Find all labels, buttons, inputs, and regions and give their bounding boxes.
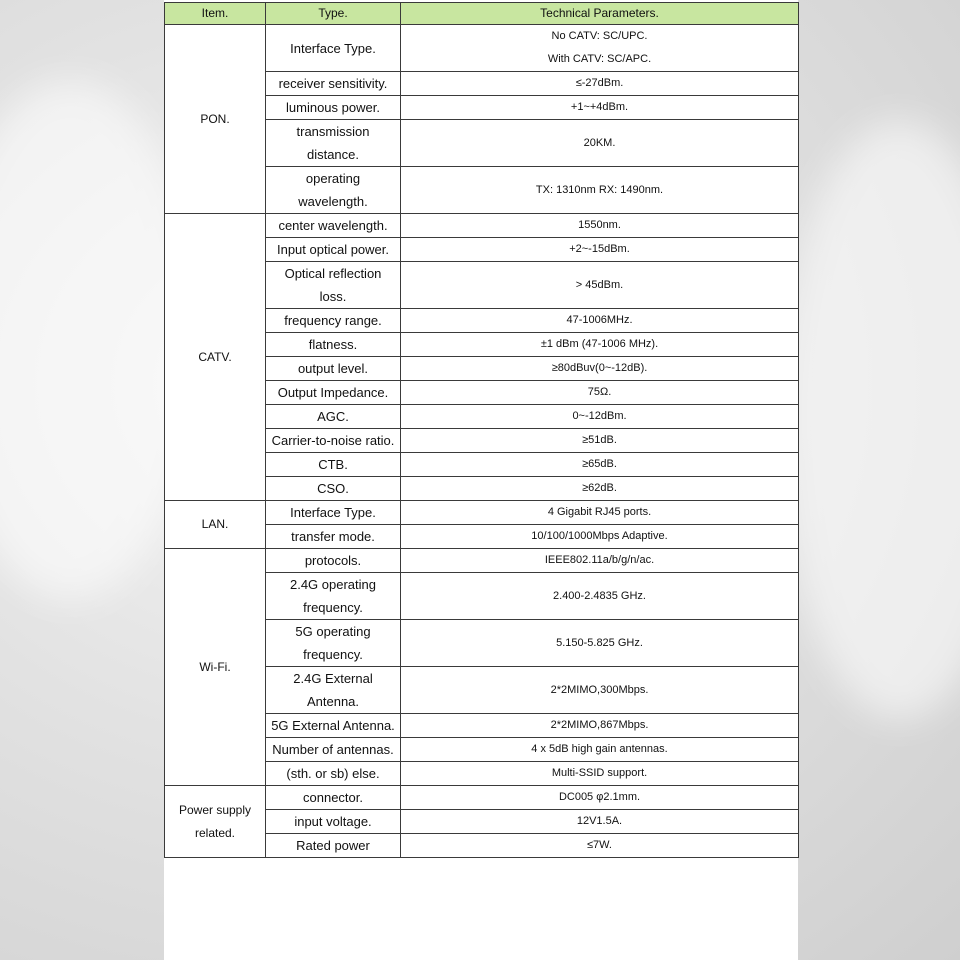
parameter-cell — [401, 429, 799, 453]
parameter-cell — [401, 834, 799, 858]
parameter-value: No CATV: SC/UPC. — [551, 30, 648, 42]
parameter-cell — [401, 501, 799, 525]
type-cell: flatness. — [266, 333, 401, 357]
group-item-cell: Wi-Fi. — [165, 549, 266, 786]
parameter-value: 2.400-2.4835 GHz. — [553, 589, 646, 602]
parameter-value: 1550nm. — [578, 219, 621, 231]
parameter-value: DC005 φ2.1mm. — [558, 791, 641, 803]
parameter-value: 75Ω. — [587, 386, 612, 398]
type-cell: luminous power. — [266, 96, 401, 120]
type-cell: protocols. — [266, 549, 401, 573]
parameter-cell — [401, 72, 799, 96]
parameter-value: ≤7W. — [587, 839, 612, 851]
parameter-value: > 45dBm. — [575, 278, 624, 291]
parameter-value: 5.150-5.825 GHz. — [556, 636, 643, 649]
parameter-value: 0~-12dBm. — [572, 410, 627, 422]
type-cell: (sth. or sb) else. — [266, 762, 401, 786]
parameter-cell — [401, 96, 799, 120]
spec-table — [164, 2, 799, 858]
parameter-cell — [401, 405, 799, 429]
type-cell: transfer mode. — [266, 525, 401, 549]
parameter-value: ±1 dBm (47-1006 MHz). — [540, 338, 659, 350]
parameter-cell — [401, 620, 799, 667]
type-cell: Output Impedance. — [266, 381, 401, 405]
parameter-value: 4 x 5dB high gain antennas. — [531, 743, 668, 755]
group-item-cell: PON. — [165, 25, 266, 214]
type-cell: receiver sensitivity. — [266, 72, 401, 96]
parameter-value: ≥65dB. — [582, 458, 617, 470]
parameter-cell — [401, 810, 799, 834]
parameter-cell — [401, 333, 799, 357]
type-cell: Interface Type. — [266, 501, 401, 525]
type-cell: input voltage. — [266, 810, 401, 834]
parameter-value: ≤-27dBm. — [575, 77, 624, 89]
parameter-cell — [401, 786, 799, 810]
type-cell: operating wavelength. — [266, 167, 401, 214]
parameter-value: 4 Gigabit RJ45 ports. — [547, 506, 652, 518]
table-row — [165, 501, 799, 525]
parameter-cell — [401, 238, 799, 262]
type-cell: 2.4G operating frequency. — [266, 573, 401, 620]
table-row — [165, 214, 799, 238]
type-cell: center wavelength. — [266, 214, 401, 238]
type-cell: Interface Type. — [266, 25, 401, 72]
parameter-cell — [401, 120, 799, 167]
parameter-value: IEEE802.11a/b/g/n/ac. — [544, 554, 655, 566]
header-params: Technical Parameters. — [401, 3, 799, 25]
type-cell: 2.4G External Antenna. — [266, 667, 401, 714]
spec-table-body — [165, 25, 799, 858]
parameter-value: ≥80dBuv(0~-12dB). — [551, 362, 648, 374]
parameter-cell — [401, 381, 799, 405]
parameter-cell — [401, 525, 799, 549]
parameter-cell — [401, 738, 799, 762]
parameter-cell — [401, 762, 799, 786]
table-row — [165, 549, 799, 573]
type-cell: Rated power — [266, 834, 401, 858]
type-cell: transmission distance. — [266, 120, 401, 167]
parameter-cell — [401, 357, 799, 381]
parameter-value: +1~+4dBm. — [570, 101, 629, 113]
parameter-cell — [401, 214, 799, 238]
parameter-value: 12V1.5A. — [576, 815, 623, 827]
parameter-cell — [401, 167, 799, 214]
table-header-row — [165, 3, 799, 25]
parameter-cell — [401, 549, 799, 573]
group-item-cell: Power supply related. — [165, 786, 266, 858]
type-cell: CTB. — [266, 453, 401, 477]
parameter-cell — [401, 309, 799, 333]
type-cell: 5G operating frequency. — [266, 620, 401, 667]
parameter-value: 47-1006MHz. — [566, 314, 633, 326]
parameter-cell — [401, 667, 799, 714]
type-cell: 5G External Antenna. — [266, 714, 401, 738]
type-cell: connector. — [266, 786, 401, 810]
type-cell: frequency range. — [266, 309, 401, 333]
parameter-value: 10/100/1000Mbps Adaptive. — [531, 530, 668, 542]
parameter-value: 2*2MIMO,867Mbps. — [550, 719, 649, 731]
parameter-cell — [401, 573, 799, 620]
parameter-cell — [401, 477, 799, 501]
table-row — [165, 786, 799, 810]
header-item: Item. — [165, 3, 266, 25]
parameter-cell — [401, 714, 799, 738]
group-item-cell: CATV. — [165, 214, 266, 501]
parameter-cell — [401, 262, 799, 309]
group-item-cell: LAN. — [165, 501, 266, 549]
type-cell: CSO. — [266, 477, 401, 501]
background-fold — [780, 120, 960, 720]
parameter-value: 20KM. — [583, 136, 616, 149]
parameter-value: 2*2MIMO,300Mbps. — [550, 683, 649, 696]
type-cell: output level. — [266, 357, 401, 381]
type-cell: Carrier-to-noise ratio. — [266, 429, 401, 453]
type-cell: AGC. — [266, 405, 401, 429]
parameter-value: TX: 1310nm RX: 1490nm. — [535, 183, 664, 196]
type-cell: Optical reflection loss. — [266, 262, 401, 309]
parameter-cell — [401, 25, 799, 72]
parameter-value: ≥51dB. — [582, 434, 617, 446]
parameter-cell — [401, 453, 799, 477]
type-cell: Input optical power. — [266, 238, 401, 262]
parameter-value: With CATV: SC/APC. — [547, 53, 652, 65]
table-row — [165, 25, 799, 72]
parameter-value: ≥62dB. — [582, 482, 617, 494]
parameter-value: +2~-15dBm. — [569, 243, 630, 255]
type-cell: Number of antennas. — [266, 738, 401, 762]
header-type: Type. — [266, 3, 401, 25]
parameter-value: Multi-SSID support. — [551, 767, 648, 779]
